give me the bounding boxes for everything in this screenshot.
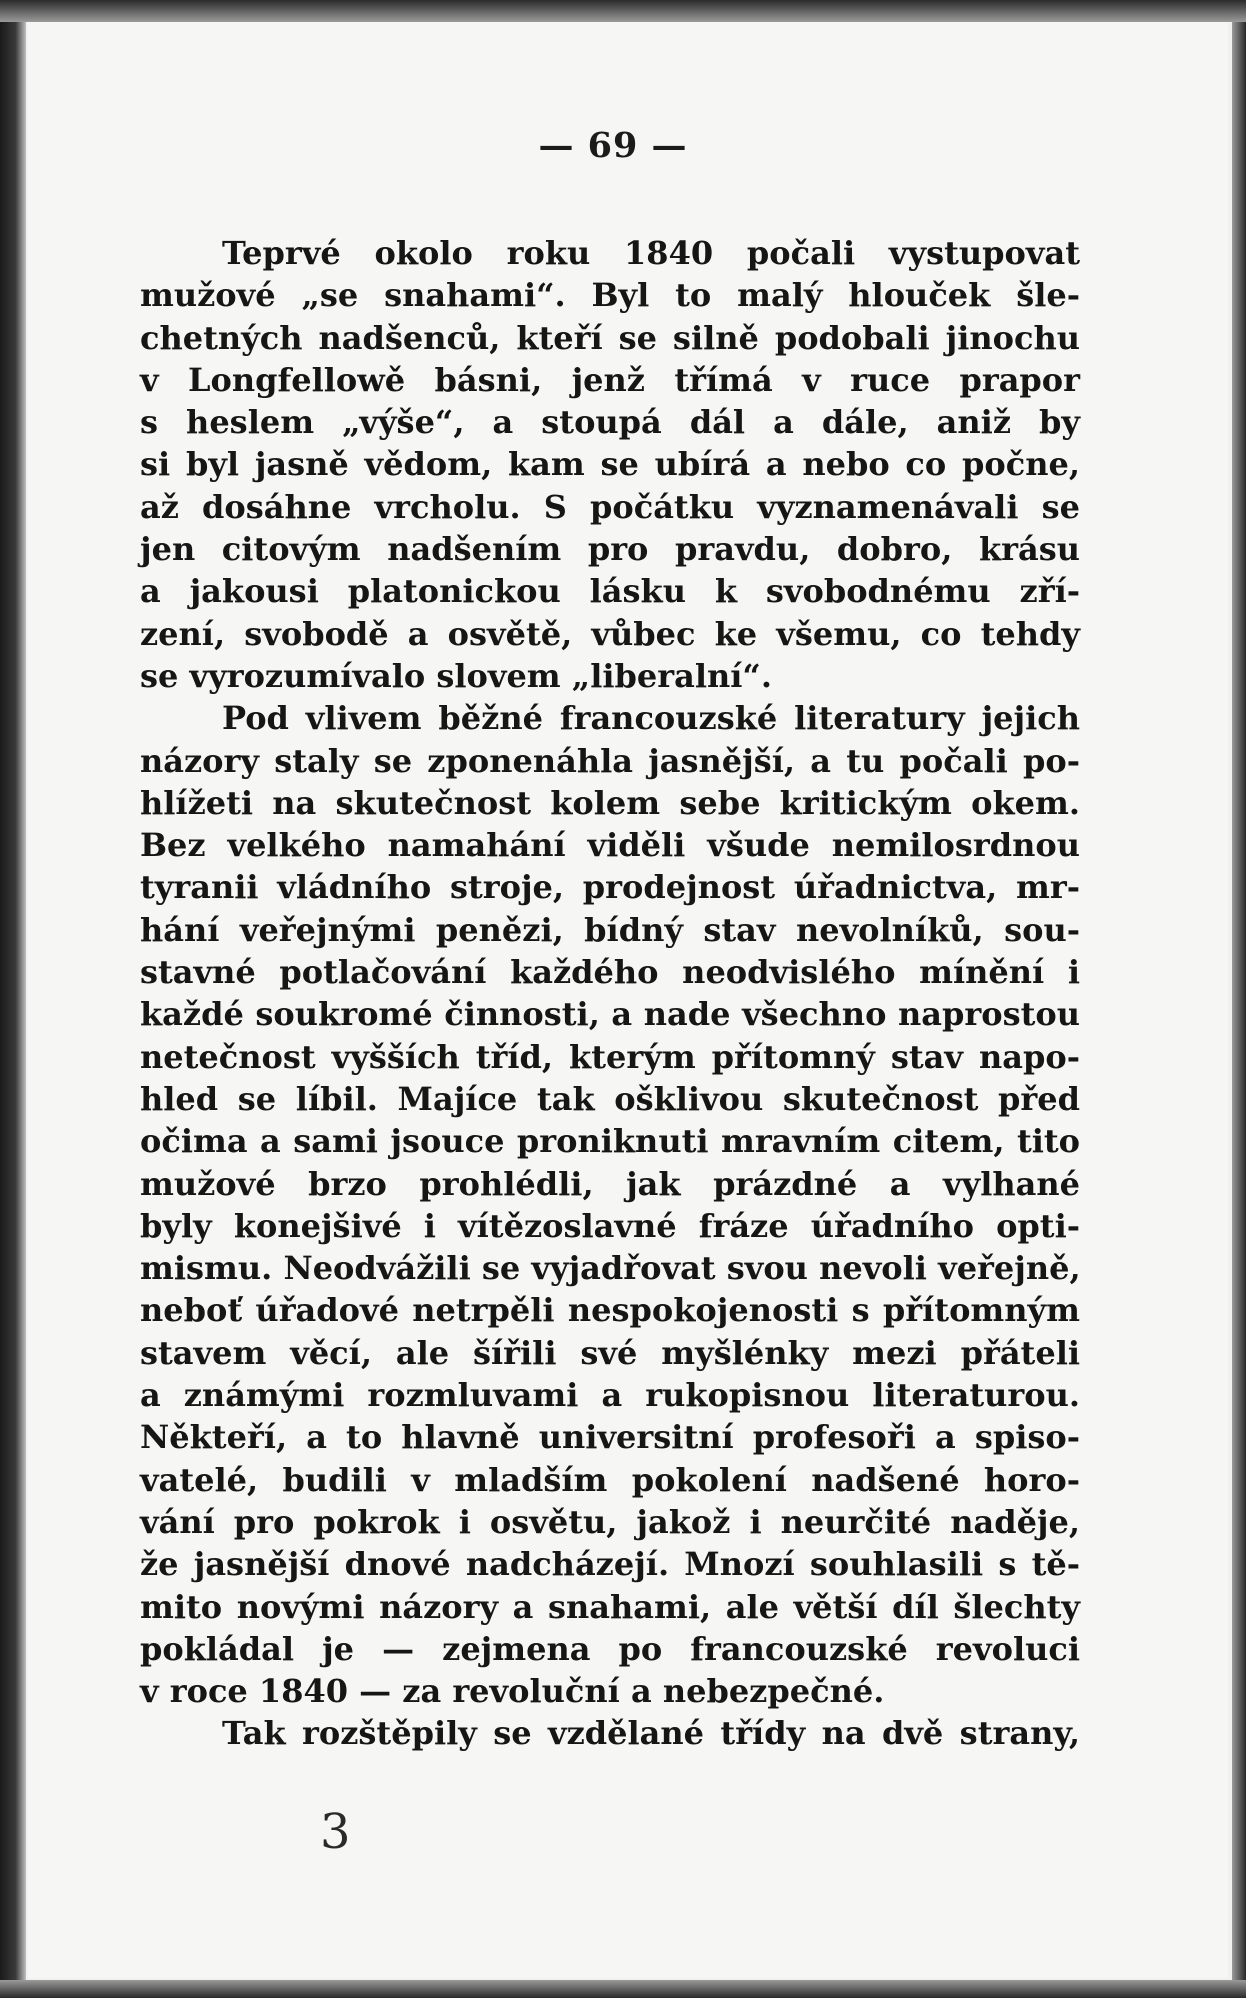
- text-line: mismu. Neodvážili se vyjadřovat svou nevoli veřejně,: [140, 1249, 1081, 1288]
- text-line: byly konejšivé i vítězoslavné fráze úřadního opti-: [140, 1206, 1080, 1245]
- text-line: každé soukromé činnosti, a nade všechno naprostou: [140, 995, 1080, 1034]
- text-line: si byl jasně vědom, kam se ubírá a nebo co počne,: [140, 445, 1080, 484]
- text-line: a jakousi platonickou lásku k svobodnému zří-: [140, 572, 1080, 611]
- text-line: Teprvé okolo roku 1840 počali vystupovat: [222, 234, 1080, 272]
- text-line: že jasnější dnové nadcházejí. Mnozí souhlasili s tě-: [140, 1545, 1080, 1584]
- text-line: mito novými názory a snahami, ale větší díl šlechty: [140, 1587, 1080, 1626]
- text-line: až dosáhne vrcholu. S počátku vyznamenávali se: [140, 487, 1080, 526]
- text-line: netečnost vyšších tříd, kterým přítomný stav napo-: [140, 1037, 1080, 1076]
- text-line: Tak rozštěpily se vzdělané třídy na dvě strany,: [222, 1714, 1080, 1753]
- text-line: mužové „se snahami“. Byl to malý hlouček šle-: [140, 276, 1080, 315]
- text-line: a známými rozmluvami a rukopisnou literaturou.: [140, 1376, 1080, 1415]
- text-line: vání pro pokrok i osvětu, jakož i neurčité naděje,: [140, 1502, 1080, 1541]
- page-edge-top: [0, 0, 1246, 22]
- page-number: — 69 —: [538, 125, 688, 166]
- text-line: v Longfellowě básni, jenž třímá v ruce prapor: [140, 360, 1080, 399]
- text-line: jen citovým nadšením pro pravdu, dobro, krásu: [140, 530, 1080, 569]
- text-line: se vyrozumívalo slovem „liberalní“.: [140, 656, 772, 695]
- page-edge-bottom: [0, 1980, 1246, 1998]
- text-line: hání veřejnými penězi, bídný stav nevolníků, sou-: [140, 910, 1080, 949]
- book-page: [28, 22, 1228, 1978]
- text-line: názory staly se zponenáhla jasnější, a tu počali po-: [140, 741, 1080, 780]
- text-line: Bez velkého namahání viděli všude nemilosrdnou: [140, 826, 1080, 865]
- text-line: mužové brzo prohlédli, jak prázdné a vylhané: [140, 1164, 1080, 1203]
- page-edge-right: [1232, 0, 1246, 1998]
- text-line: tyranii vládního stroje, prodejnost úřadnictva, mr-: [140, 868, 1080, 907]
- page-edge-left: [0, 0, 26, 1998]
- handwritten-mark: 3: [320, 1804, 351, 1860]
- text-line: stavné potlačování každého neodvislého mínění i: [140, 953, 1080, 992]
- text-line: chetných nadšenců, kteří se silně podobali jinochu: [140, 318, 1080, 357]
- text-line: hled se líbil. Majíce tak ošklivou skutečnost před: [140, 1079, 1080, 1118]
- text-line: hlížeti na skutečnost kolem sebe kritickým okem.: [140, 783, 1080, 822]
- text-line: v roce 1840 — za revoluční a nebezpečné.: [140, 1672, 885, 1711]
- text-line: Někteří, a to hlavně universitní profesoři a spiso-: [140, 1418, 1080, 1457]
- text-line: neboť úřadové netrpěli nespokojenosti s přítomným: [140, 1291, 1080, 1330]
- text-line: pokládal je — zejmena po francouzské revoluci: [140, 1629, 1080, 1668]
- text-line: očima a sami jsouce proniknuti mravním citem, tito: [140, 1122, 1080, 1161]
- text-line: zení, svobodě a osvětě, vůbec ke všemu, co tehdy: [140, 614, 1080, 653]
- text-line: s heslem „výše“, a stoupá dál a dále, aniž by: [140, 403, 1080, 442]
- text-line: vatelé, budili v mladším pokolení nadšené horo-: [140, 1460, 1080, 1499]
- text-line: Pod vlivem běžné francouzské literatury jejich: [222, 699, 1080, 738]
- text-line: stavem věcí, ale šířili své myšlénky mezi přáteli: [140, 1333, 1080, 1372]
- body-text: [140, 232, 1080, 1755]
